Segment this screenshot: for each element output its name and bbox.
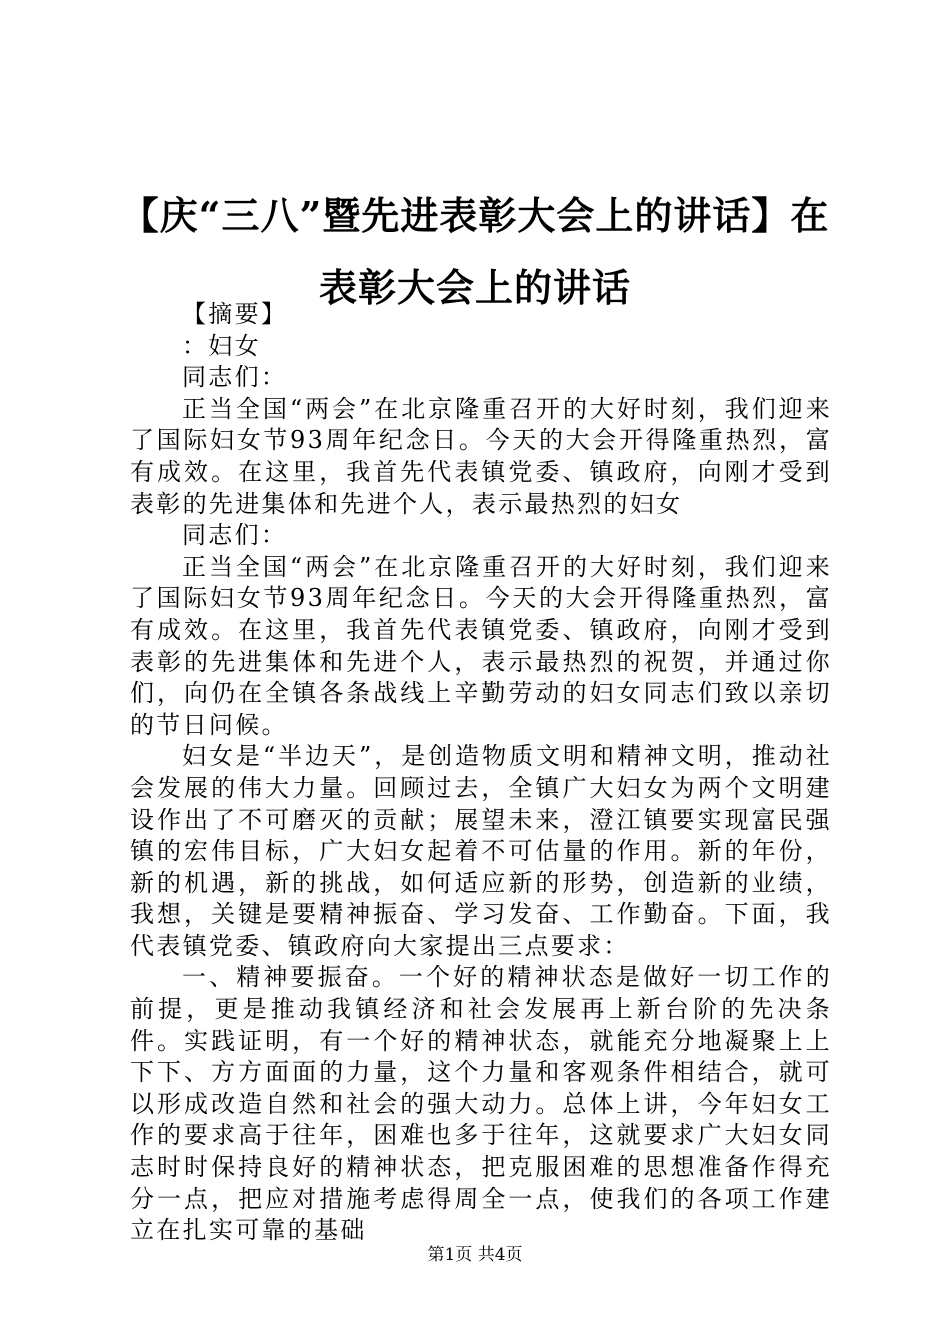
- abstract-heading: 【摘要】: [182, 300, 288, 328]
- salutation: 同志们：: [182, 521, 288, 550]
- document-title: 【庆“三八”暨先进表彰大会上的讲话】在表彰大会上的讲话: [120, 193, 830, 310]
- paragraph: 妇女是“半边天”，是创造物质文明和精神文明，推动社会发展的伟大力量。回顾过去，全镇广大妇女为两个文明建设作出了不可磨灭的贡献；展望未来，澄江镇要实现富民强镇的宏伟目标，广大妇女起着不可估量的作用。新的年份，新的机遇，新的挑战，如何适应新的形势，创造新的业绩，我想，关键是要精神振奋、学习发奋、工作勤奋。下面，我代表镇党委、镇政府向大家提出三点要求：: [130, 742, 832, 960]
- paragraph: 正当全国“两会”在北京隆重召开的大好时刻，我们迎来了国际妇女节93周年纪念日。今天的大会开得隆重热烈，富有成效。在这里，我首先代表镇党委、镇政府，向刚才受到表彰的先进集体和先进个人，表示最热烈的妇女: [130, 394, 832, 518]
- paragraph: 正当全国“两会”在北京隆重召开的大好时刻，我们迎来了国际妇女节93周年纪念日。今天的大会开得隆重热烈，富有成效。在这里，我首先代表镇党委、镇政府，向刚才受到表彰的先进集体和先进个人，表示最热烈的祝贺，并通过你们，向仍在全镇各条战线上辛勤劳动的妇女同志们致以亲切的节日问候。: [130, 552, 832, 739]
- keywords-line: ：妇女: [182, 331, 261, 360]
- paragraph: 一、精神要振奋。一个好的精神状态是做好一切工作的前提，更是推动我镇经济和社会发展再上新台阶的先决条件。实践证明，有一个好的精神状态，就能充分地凝聚上上下下、方方面面的力量，这个力量和客观条件相结合，就可以形成改造自然和社会的强大动力。总体上讲，今年妇女工作的要求高于往年，困难也多于往年，这就要求广大妇女同志时时保持良好的精神状态，把克服困难的思想准备作得充分一点，把应对措施考虑得周全一点，使我们的各项工作建立在扎实可靠的基础: [130, 963, 832, 1245]
- document-body: [130, 299, 832, 1247]
- page-number-footer: 第1页 共4页: [427, 1245, 523, 1265]
- salutation: 同志们：: [182, 363, 288, 392]
